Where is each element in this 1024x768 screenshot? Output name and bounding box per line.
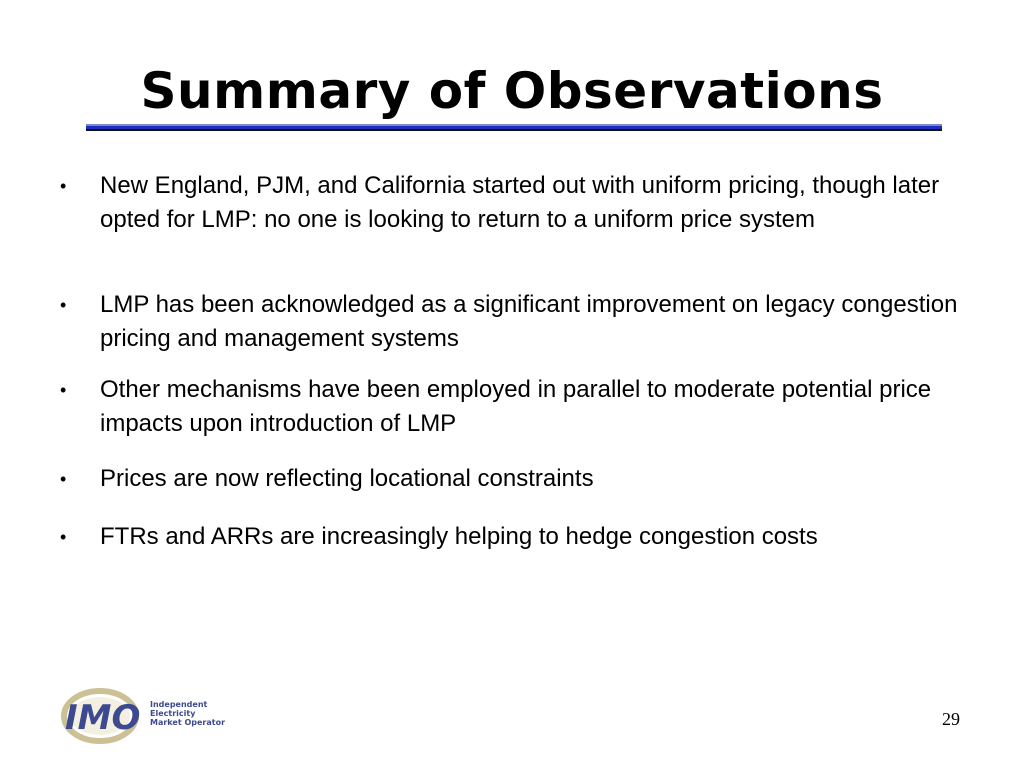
page-number: 29 xyxy=(942,709,960,729)
bullet-icon: • xyxy=(60,469,67,489)
bullet-text: LMP has been acknowledged as a significant improvement on legacy congestion pricing and management systems xyxy=(100,291,958,352)
imo-logo-name xyxy=(150,700,225,727)
bullet-icon: • xyxy=(60,295,67,315)
bullet-icon: • xyxy=(60,527,67,547)
slide-title: Summary of Observations xyxy=(140,62,884,120)
bullet-text: New England, PJM, and California started out with uniform pricing, though later opted for LMP: no one is looking to return to a uniform price system xyxy=(100,172,940,233)
title-underline xyxy=(86,124,942,132)
bullet-text: FTRs and ARRs are increasingly helping to hedge congestion costs xyxy=(100,523,818,550)
bullet-icon: • xyxy=(60,176,67,196)
imo-logo xyxy=(60,684,230,744)
logo-name-line: Electricity xyxy=(150,709,196,718)
title-underline-shadow xyxy=(86,129,942,131)
bullet-text: Other mechanisms have been employed in parallel to moderate potential price impacts upon introduction of LMP xyxy=(100,376,932,437)
imo-logo-mark-icon xyxy=(60,684,150,744)
logo-name-line: Independent xyxy=(150,700,208,709)
logo-name-line: Market Operator xyxy=(150,718,226,727)
bullet-text: Prices are now reflecting locational constraints xyxy=(100,465,594,492)
bullet-icon: • xyxy=(60,380,67,400)
imo-logo-letters: IMO xyxy=(65,698,141,738)
